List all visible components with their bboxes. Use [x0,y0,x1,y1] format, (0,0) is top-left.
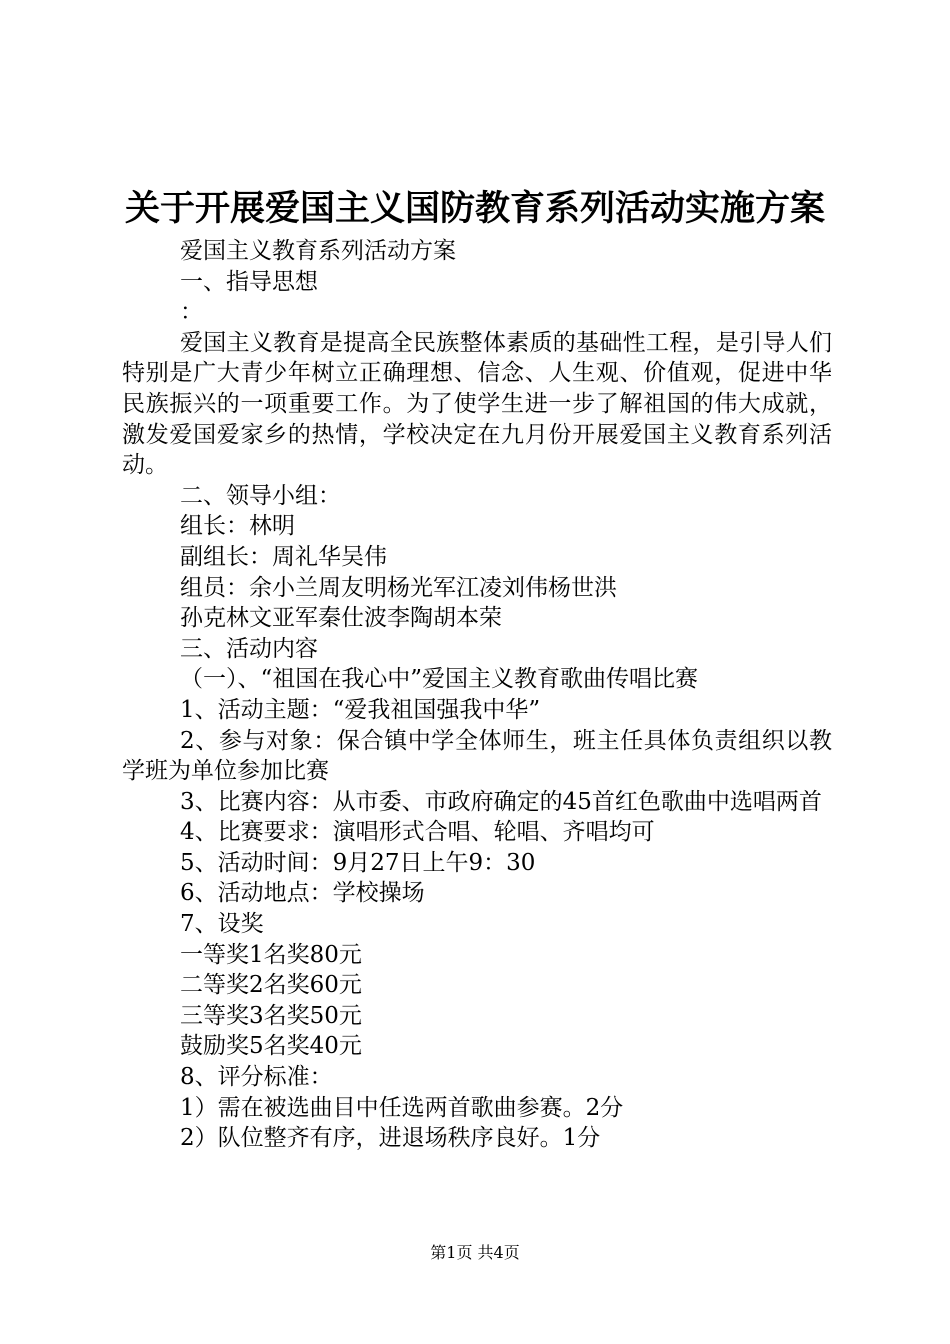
text-line: 1）需在被选曲目中任选两首歌曲参赛。2分 [180,1094,624,1121]
section-heading: 三、活动内容 [180,635,318,662]
paragraph: 爱国主义教育是提高全民族整体素质的基础性工程，是引导人们特别是广大青少年树立正确理想、信念、人生观、价值观，促进中华民族振兴的一项重要工作。为了使学生进一步了解祖国的伟大成就，激发爱国爱家乡的热情，学校决定在九月份开展爱国主义教育系列活动。 [122,329,832,479]
text-line: 2）队位整齐有序，进退场秩序良好。1分 [180,1125,601,1152]
section-heading: 二、领导小组： [180,482,341,509]
section-heading: 一、指导思想 [180,268,318,295]
text-line: 4、比赛要求：演唱形式合唱、轮唱、齐唱均可 [180,819,655,846]
text-line: 二等奖2名奖60元 [180,972,362,999]
text-line: 一等奖1名奖80元 [180,941,362,968]
page-footer: 第1页 共4页 [430,1243,520,1262]
paragraph: 2、参与对象：保合镇中学全体师生，班主任具体负责组织以教学班为单位参加比赛 [122,727,832,785]
document-body [122,236,832,1154]
text-line: 7、设奖 [180,911,264,938]
text-line: 鼓励奖5名奖40元 [180,1033,362,1060]
subsection-heading: （一）、“祖国在我心中”爱国主义教育歌曲传唱比赛 [180,666,699,693]
text-line: 组员：余小兰周友明杨光军江凌刘伟杨世洪 [180,574,617,601]
document-title: 关于开展爱国主义国防教育系列活动实施方案 [124,188,825,229]
text-line: 孙克林文亚军秦仕波李陶胡本荣 [180,605,502,632]
text-line: 6、活动地点：学校操场 [180,880,425,907]
text-line: 1、活动主题：“爱我祖国强我中华” [180,696,541,723]
text-line: 5、活动时间：9月27日上午9：30 [180,849,536,876]
paragraph: 3、比赛内容：从市委、市政府确定的45首红色歌曲中选唱两首 [180,788,822,815]
text-line: 爱国主义教育系列活动方案 [180,238,456,264]
text-line: 副组长：周礼华吴伟 [180,543,387,570]
text-line: 8、评分标准： [180,1064,333,1091]
text-line: ： [180,299,203,326]
text-line: 三等奖3名奖50元 [180,1002,362,1029]
text-line: 组长：林明 [180,513,295,540]
